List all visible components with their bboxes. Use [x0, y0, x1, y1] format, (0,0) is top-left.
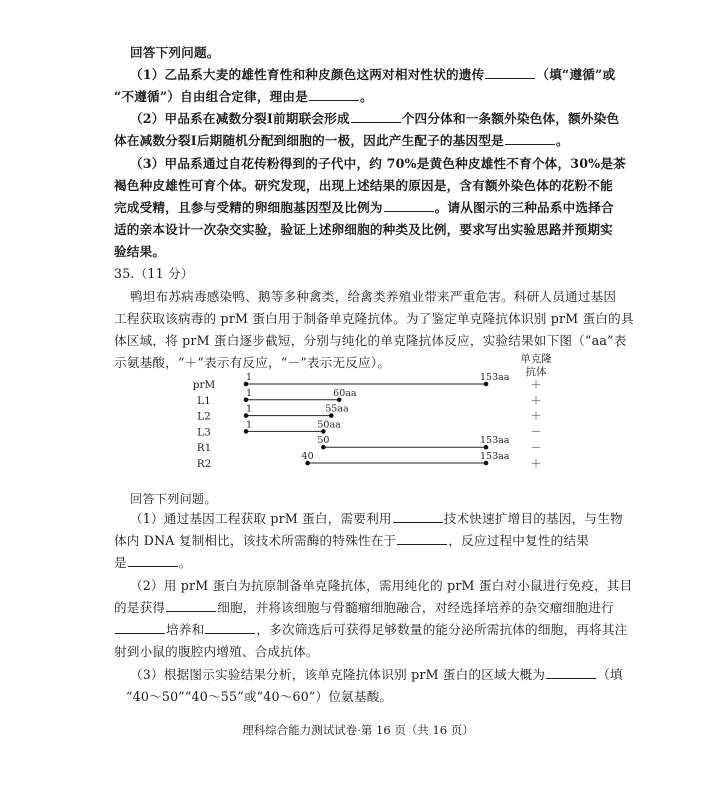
end-label: 153aa — [480, 435, 510, 447]
q35-part1-line1: （1）通过基因工程获取 prM 蛋白，需要利用 技术快速扩增目的基因，与生物 — [130, 511, 623, 526]
q34-part1-line1: （1）乙品系大麦的雄性育性和种皮颜色这两对相对性状的遗传 （填“遵循”或 — [130, 67, 616, 82]
row-label: R2 — [196, 458, 212, 470]
q35-intro2: 回答下列问题。 — [130, 492, 217, 506]
q35-part1-line3: 是 。 — [114, 555, 192, 570]
start-label: 1 — [246, 403, 253, 415]
end-label: 153aa — [480, 372, 510, 383]
row-label: L3 — [197, 426, 211, 439]
answer-blank[interactable] — [115, 621, 165, 634]
answer-blank[interactable] — [384, 199, 434, 212]
q34-part3-line3: 完成受精，且参与受精的卵细胞基因型及比例为 。请从图示的三种品系中选择合 — [114, 200, 614, 215]
q35-stem-line2: 工程获取该病毒的 prM 蛋白用于制备单克隆抗体。为了鉴定单克隆抗体识别 prM 蛋白的具 — [114, 311, 634, 326]
end-label: 60aa — [333, 387, 357, 399]
antibody-result: ＋ — [530, 393, 542, 407]
antibody-header-line2: 抗体 — [525, 366, 547, 378]
answer-blank[interactable] — [309, 88, 359, 101]
answer-blank[interactable] — [485, 66, 535, 79]
q35-stem-line4: 示氨基酸，“＋”表示有反应，“－”表示无反应）。 — [114, 355, 391, 370]
q34-part3-line5: 验结果。 — [114, 244, 166, 259]
antibody-header-line1: 单克隆 — [520, 353, 552, 365]
q34-part3-line4: 适的亲本设计一次杂交实验，验证上述卵细胞的种类及比例，要求写出实验思路并预期实 — [114, 222, 613, 237]
answer-blank[interactable] — [128, 554, 178, 567]
start-label: 1 — [246, 419, 253, 431]
antibody-result: ＋ — [530, 409, 542, 423]
start-label: 50 — [317, 435, 330, 447]
row-label: prM — [192, 379, 216, 391]
q35-stem-line1: 鸭坦布苏病毒感染鸭、鹅等多种禽类，给禽类养殖业带来严重危害。科研人员通过基因 — [130, 289, 617, 304]
antibody-result: ＋ — [530, 457, 542, 470]
row-label: R1 — [196, 442, 212, 455]
antibody-result: － — [530, 441, 542, 455]
q35-part2-line1: （2）用 prM 蛋白为抗原制备单克隆抗体，需用纯化的 prM 蛋白对小鼠进行免疫，其目 — [130, 578, 633, 593]
q34-part1-line2: “不遵循”）自由组合定律，理由是 。 — [114, 89, 373, 104]
q35-heading: 35.（11 分） — [114, 266, 194, 281]
q35-part3-line1: （3）根据图示实验结果分析，该单克隆抗体识别 prM 蛋白的区域大概为 （填 — [130, 667, 623, 682]
end-label: 153aa — [480, 451, 510, 462]
page-footer: 理科综合能力测试试卷·第 16 页（共 16 页） — [242, 723, 474, 737]
antibody-result: － — [530, 425, 542, 439]
q35-part2-line3: 培养和 ，多次筛选后可获得足够数量的能分泌所需抗体的细胞，再将其注 — [114, 621, 664, 639]
row-label: L2 — [197, 410, 211, 423]
antibody-result: ＋ — [530, 378, 542, 391]
row-label: L1 — [197, 394, 211, 407]
prm-truncation-diagram — [190, 350, 570, 480]
end-label: 55aa — [325, 403, 349, 415]
end-label: 50aa — [317, 419, 341, 431]
q34-part2-line2: 体在减数分裂Ⅰ后期随机分配到细胞的一极，因此产生配子的基因型是 。 — [114, 133, 569, 148]
q35-part2-line2: 的是获得 细胞，并将该细胞与骨髓瘤细胞融合，对经选择培养的杂交瘤细胞进行 — [114, 600, 614, 615]
q34-intro: 回答下列问题。 — [130, 45, 220, 60]
answer-blank[interactable] — [505, 132, 555, 145]
answer-blank[interactable] — [397, 532, 447, 545]
q34-part2-line1: （2）甲品系在减数分裂Ⅰ前期联会形成 个四分体和一条额外染色体，额外染色 — [130, 111, 620, 126]
start-label: 1 — [246, 387, 253, 399]
start-label: 1 — [246, 372, 253, 383]
q35-part1-line2: 体内 DNA 复制相比，该技术所需酶的特殊性在于 ，反应过程中复性的结果 — [114, 533, 590, 548]
start-label: 40 — [301, 451, 314, 462]
q35-stem-line3: 体区域，将 prM 蛋白逐步截短，分别与纯化的单克隆抗体反应，实验结果如下图（“aa”表 — [114, 333, 627, 348]
answer-blank[interactable] — [546, 666, 596, 679]
answer-blank[interactable] — [205, 621, 255, 634]
answer-blank[interactable] — [166, 599, 216, 612]
answer-blank[interactable] — [351, 110, 401, 123]
q34-part3-line2: 褐色种皮雄性可育个体。研究发现，出现上述结果的原因是，含有额外染色体的花粉不能 — [114, 178, 613, 193]
answer-blank[interactable] — [393, 510, 443, 523]
q34-part3-line1: （3）甲品系通过自花传粉得到的子代中，约 70%是黄色种皮雄性不育个体，30%是茶 — [130, 156, 626, 171]
q35-part3-line2: “40～50”“40～55”或“40～60”）位氨基酸。 — [126, 689, 393, 704]
q35-part2-line4: 射到小鼠的腹腔内增殖、合成抗体。 — [114, 644, 319, 659]
